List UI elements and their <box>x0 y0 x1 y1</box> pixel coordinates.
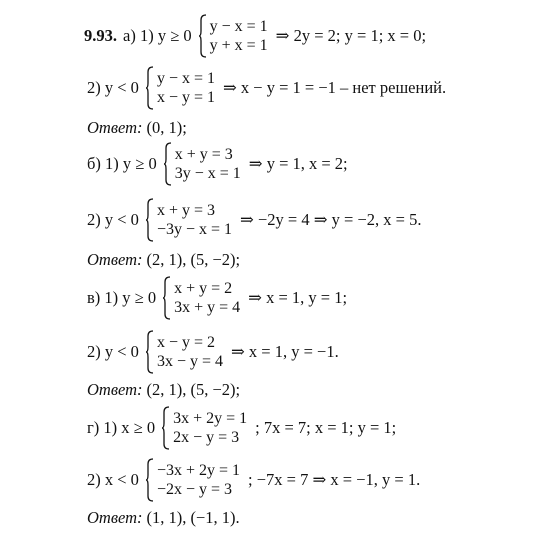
case-prefix: б) 1) y ≥ 0 <box>87 154 157 173</box>
case-result: ⇒ x = 1, y = −1. <box>230 342 339 361</box>
system-equation: 3x − y = 4 <box>156 353 223 370</box>
answer-v <box>87 380 240 400</box>
system-equation: −3x + 2y = 1 <box>156 462 241 479</box>
case-prefix: г) 1) x ≥ 0 <box>87 418 156 437</box>
answer-value: (1, 1), (−1, 1). <box>146 508 240 527</box>
equation-system <box>161 406 247 450</box>
system-brace-icon <box>162 276 171 320</box>
case-g-2 <box>87 456 420 504</box>
case-result: ⇒ x = 1, y = 1; <box>248 288 348 307</box>
case-prefix: 2) y < 0 <box>87 78 139 97</box>
case-result: ; 7x = 7; x = 1; y = 1; <box>255 418 397 437</box>
case-v-1 <box>87 274 347 322</box>
case-result: ⇒ y = 1, x = 2; <box>248 154 348 173</box>
system-equation: 3x + 2y = 1 <box>173 410 248 427</box>
case-result: ; −7x = 7 ⇒ x = −1, y = 1. <box>248 470 421 489</box>
case-g-1 <box>87 404 396 452</box>
system-equation: x − y = 2 <box>156 334 215 351</box>
system-equation: x + y = 3 <box>156 202 215 219</box>
case-b-2 <box>87 196 421 244</box>
system-equation: −3y − x = 1 <box>156 221 233 238</box>
case-result: ⇒ 2y = 2; y = 1; x = 0; <box>275 26 427 45</box>
answer-label: Ответ: <box>87 380 143 399</box>
system-equation: x + y = 3 <box>174 146 233 163</box>
case-a-2 <box>87 64 446 112</box>
system-equation: 3x + y = 4 <box>174 299 241 316</box>
equation-system <box>145 330 223 374</box>
answer-label: Ответ: <box>87 508 143 527</box>
equation-system <box>145 66 215 110</box>
problem-number: 9.93. <box>84 26 117 45</box>
system-brace-icon <box>145 66 154 110</box>
system-brace-icon <box>161 406 170 450</box>
system-equation: x + y = 2 <box>174 280 233 297</box>
system-equation: y − x = 1 <box>156 70 215 87</box>
case-prefix: а) 1) y ≥ 0 <box>123 26 192 45</box>
system-equation: y + x = 1 <box>209 37 268 54</box>
system-equation: 3y − x = 1 <box>174 165 241 182</box>
answer-label: Ответ: <box>87 250 143 269</box>
system-brace-icon <box>198 14 207 58</box>
case-result: ⇒ −2y = 4 ⇒ y = −2, x = 5. <box>240 210 422 229</box>
system-equation: 2x − y = 3 <box>173 429 240 446</box>
system-equation: x − y = 1 <box>156 89 215 106</box>
equation-system <box>162 276 240 320</box>
answer-value: (0, 1); <box>146 118 187 137</box>
equation-system <box>198 14 268 58</box>
answer-b <box>87 250 240 270</box>
case-v-2 <box>87 328 339 376</box>
answer-a <box>87 118 187 138</box>
answer-value: (2, 1), (5, −2); <box>146 250 241 269</box>
answer-g <box>87 508 240 528</box>
system-brace-icon <box>163 142 172 186</box>
system-brace-icon <box>145 198 154 242</box>
case-prefix: в) 1) y ≥ 0 <box>87 288 157 307</box>
system-brace-icon <box>145 330 154 374</box>
answer-value: (2, 1), (5, −2); <box>146 380 241 399</box>
equation-system <box>145 198 232 242</box>
answer-label: Ответ: <box>87 118 143 137</box>
equation-system <box>145 458 240 502</box>
system-equation: y − x = 1 <box>209 18 268 35</box>
case-prefix: 2) x < 0 <box>87 470 139 489</box>
system-brace-icon <box>145 458 154 502</box>
case-result: ⇒ x − y = 1 = −1 – нет решений. <box>222 78 447 97</box>
system-equation: −2x − y = 3 <box>156 481 233 498</box>
equation-system <box>163 142 241 186</box>
case-prefix: 2) y < 0 <box>87 342 139 361</box>
case-b-1 <box>87 140 348 188</box>
case-prefix: 2) y < 0 <box>87 210 139 229</box>
case-a-1 <box>84 12 426 60</box>
